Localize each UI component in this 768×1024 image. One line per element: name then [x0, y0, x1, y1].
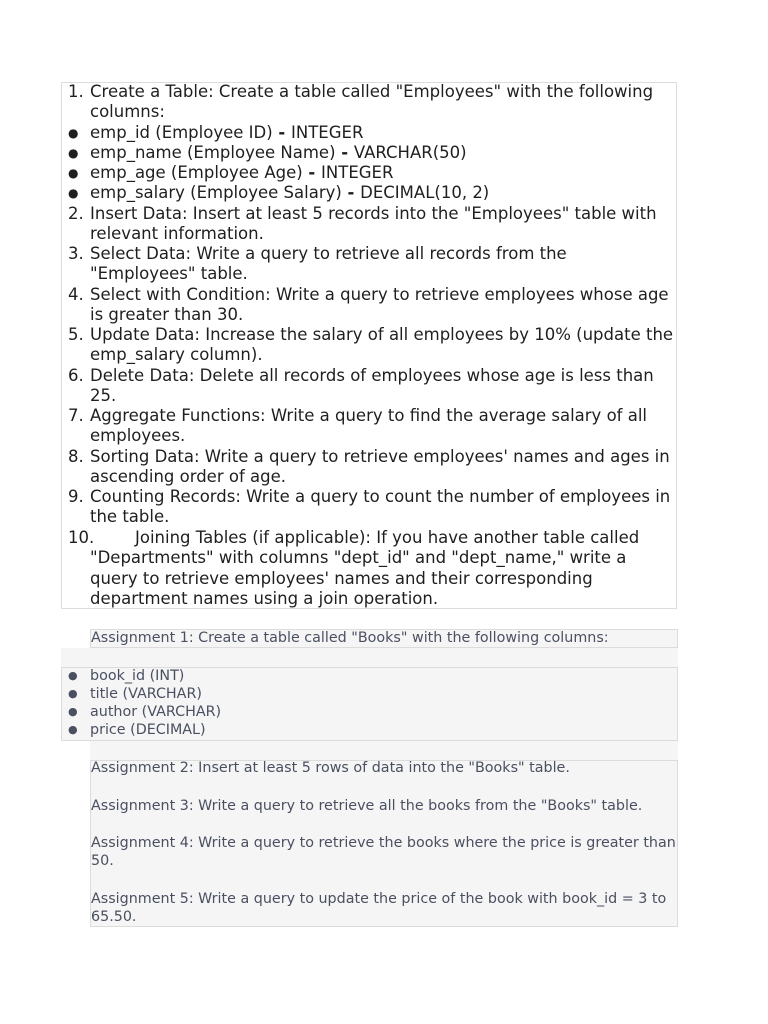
- assignment-2-text: Assignment 2: Insert at least 5 rows of data into the "Books" table.: [91, 760, 570, 776]
- assignment-4-text: Assignment 4: Write a query to retrieve the books where the price is greater than 50.: [91, 835, 676, 869]
- gap-strip: [90, 741, 678, 760]
- assignment-3-text: Assignment 3: Write a query to retrieve all the books from the "Books" table.: [91, 798, 643, 814]
- assignment-1-text: Assignment 1: Create a table called "Books" with the following columns:: [91, 630, 609, 646]
- gap-strip: [61, 648, 678, 667]
- assignment-5-text: Assignment 5: Write a query to update the price of the book with book_id = 3 to 65.50.: [91, 891, 667, 925]
